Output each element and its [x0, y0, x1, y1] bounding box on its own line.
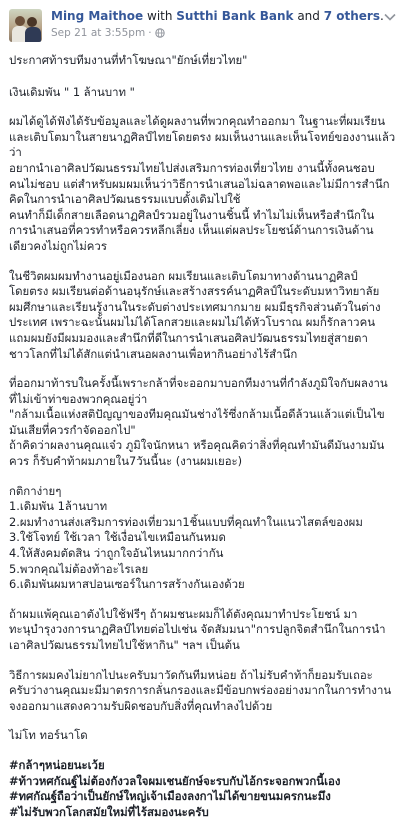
text-line: มันเสียที่ควรกำจัดออกไป" — [9, 422, 136, 437]
signature: ไม่โท ทอร์นาโด — [9, 728, 88, 743]
text-line: จงออกมาแสดงความรับผิดชอบกับสิ่งที่คุณทำลงไปด้วย — [9, 698, 273, 713]
hashtag-link[interactable]: #ทศกัณฐ์ถือว่าเป็นยักษ์ใหญ่เจ้าเมืองลงกาไม่ได้ขายขนมครกนะมึง — [9, 789, 331, 804]
rule-item: 3.ใช้โจทย์ ใช้เวลา ใช้เงื่อนไขเหมือนกันหมด — [9, 530, 226, 545]
text-line: และเติบโตมาในสายนาฏศิลป์ไทยโดยตรง ผมเห็นงานและเห็นโจทย์ของงานแล้วว่า — [9, 129, 396, 160]
post-body — [9, 53, 400, 820]
text-line: เอาศิลปวัฒนธรรมไทยไปใช้หากิน" ฯลฯ เป็นต้น — [9, 638, 240, 652]
paragraph-3 — [9, 376, 400, 470]
and-text: and — [293, 9, 324, 23]
post-meta — [51, 27, 165, 39]
text-line: ทะนุบำรุงวงการนาฏศิลป์ไทยต่อไปเช่น จัดสัมมนา"การปลูกจิตสำนึกในการนำ — [9, 622, 386, 637]
paragraph-2 — [9, 269, 400, 363]
text-line: วิธีการผมคงไม่ยากไปนะครับมาวัดกันทีมหน่อย ถ้าไม่รับคำท้าก็ยอมรับเถอะ — [9, 667, 373, 682]
others-link[interactable]: 7 others — [323, 9, 380, 23]
text-line: ประเทศ เพราะฉะนั้นผมไม่ได้โลกสวยและผมไม่ได้หัวโบราณ ผมก็รักลาวคน — [9, 315, 375, 330]
text-line: การนำเสนอที่ควรทำหรือควรหลีกเลี่ยง เห็นแต่ผลประโยชน์ด้านการเงินด้าน — [9, 223, 374, 238]
hashtag-link[interactable]: #ท้าวหศกัณฐ์ไม่ต้องกังวลใจผมเชนยักษ์จะรบกับไอ้กระจอกพวกนี้เอง — [9, 773, 341, 788]
author-name-link[interactable]: Ming Maithoe — [51, 9, 144, 23]
hashtag-link[interactable]: #กล้าๆหน่อยนะเว้ย — [9, 757, 105, 772]
rule-item: 6.เดิมพันผมหาสปอนเซอร์ในการสร้างกันเองด้วย — [9, 577, 245, 592]
paragraph-5 — [9, 668, 400, 715]
rule-item: 1.เดิมพัน 1ล้านบาท — [9, 499, 108, 514]
rules-section — [9, 484, 400, 593]
text-line: ถ้าผมแพ้คุณเอาตังไปใช้ฟรีๆ ถ้าผมชนะผมก็ได้ตังคุณมาทำประโยชน์ มา — [9, 606, 358, 621]
text-line: ผมได้ดูได้ฟังได้รับข้อมูลและได้ดูผลงานที่พวกคุณทำออกมา ในฐานะที่ผมเรียน — [9, 114, 386, 129]
with-text: with — [143, 9, 177, 23]
text-line: คนไม่ชอบ แต่สำหรับผมผมเห็นว่าวิธีการนำเสนอไม่ฉลาดพอและไม่มีการสำนึก — [9, 176, 390, 191]
avatar[interactable] — [9, 9, 42, 42]
rule-item: 5.พวกคุณไม่ต้องท้าอะไรเลย — [9, 561, 149, 576]
hashtag-list — [9, 758, 400, 820]
text-line: ที่ออกมาท้ารบในครั้งนี้เพราะกล้าที่จะออกมาบอกทีมงานที่กำลังภูมิใจกับผลงาน — [9, 376, 388, 391]
paragraph-1 — [9, 114, 400, 254]
text-line: ที่ไม่เข้าท่าของพวกคุณอยู่ว่า — [9, 391, 148, 406]
end-dot: . — [379, 9, 384, 23]
rule-item: 4.ให้สังคมตัดสิน ว่าถูกใจอันไหนมากกว่ากัน — [9, 546, 224, 561]
text-line: ผมศึกษาและเรียนรู้งานในระดับต่างประเทศมากมาย ผมมีธุรกิจส่วนตัวในต่าง — [9, 299, 381, 314]
text-line: โดยตรง ผมเรียนต่อด้านอนุรักษ์และสร้างสรรค์นาฏศิลป์ในระดับมหาวิทยาลัย — [9, 284, 380, 299]
post-title: ประกาศท้ารบทีมงานที่ทำโฆษณา"ยักษ์เที่ยวไทย" — [9, 53, 248, 67]
hashtag-link[interactable]: #ไม่รับพวกโลกสมัยใหม่ที่ไร้สมองนะครับ — [9, 804, 209, 819]
text-line: ควร ก็รับคำท้าผมภายใน7วันนี้นะ (งานผมเยอะ) — [9, 454, 243, 469]
globe-icon[interactable] — [155, 28, 165, 38]
meta-separator: · — [148, 27, 152, 39]
text-line: คิดในการนำเอาศิลปวัฒนธรรมแบบดั้งเดิมไปใช้ — [9, 192, 241, 207]
text-line: ถ้าคิดว่าผลงานคุณแจ๋ว ภูมิใจนักหนา หรือคุณคิดว่าสิ่งที่คุณทำมันดีมันงามมัน — [9, 438, 385, 453]
post-author-line — [51, 9, 384, 24]
text-line: "กล้ามเนื้อแห่งสติปัญญาของทีมคุณมันช่างไร้ซึ่งกล้ามเนื้อดีล้วนแล้วแต่เป็นไข — [9, 407, 385, 422]
chevron-down-icon[interactable] — [384, 13, 396, 21]
text-line: ในชีวิตผมผมทำงานอยู่เมืองนอก ผมเรียนและเติบโตมาทางด้านนาฏศิลป์ — [9, 268, 358, 283]
text-line: อยากนำเอาศิลปวัฒนธรรมไทยไปส่งเสริมการท่องเที่ยวไทย งานนี้ทั้งคนชอบ — [9, 160, 375, 175]
text-line: เดียวคงไม่ถูกไม่ควร — [9, 238, 107, 253]
text-line: ครับว่างานคุณมะมีมาตรการกลั่นกรองและมีข้อบกพร่องอย่างมากในการทำงาน — [9, 683, 392, 698]
prize-line: เงินเดิมพัน " 1 ล้านบาท " — [9, 84, 135, 99]
post-timestamp-link[interactable]: Sep 21 at 3:55pm — [51, 27, 146, 39]
text-line: แถมผมยังมีผมมองและสำนึกที่ดีในการนำเสนอศิลปวัฒนธรรมไทยสู่สายตา — [9, 330, 368, 345]
text-line: คนทำก็มีเด็กสายเลือดนาฏศิลป์รวมอยู่ในงานชิ้นนี้ ทำไมไม่เห็นหรือสำนึกใน — [9, 207, 375, 222]
text-line: ชาวโลกที่ไม่ได้สักแต่นำเสนอผลงานเพื่อหากินอย่างไร้สำนึก — [9, 346, 298, 361]
rule-item: 2.ผมทำงานส่งเสริมการท่องเที่ยวมา1ชิ้นแบบที่คุณทำในแนวไสตล์ของผม — [9, 514, 363, 529]
post-header — [0, 0, 408, 46]
rules-title: กติกาง่ายๆ — [9, 483, 62, 498]
paragraph-4 — [9, 607, 400, 654]
tagged-person-link[interactable]: Sutthi Bank Bank — [176, 9, 294, 23]
